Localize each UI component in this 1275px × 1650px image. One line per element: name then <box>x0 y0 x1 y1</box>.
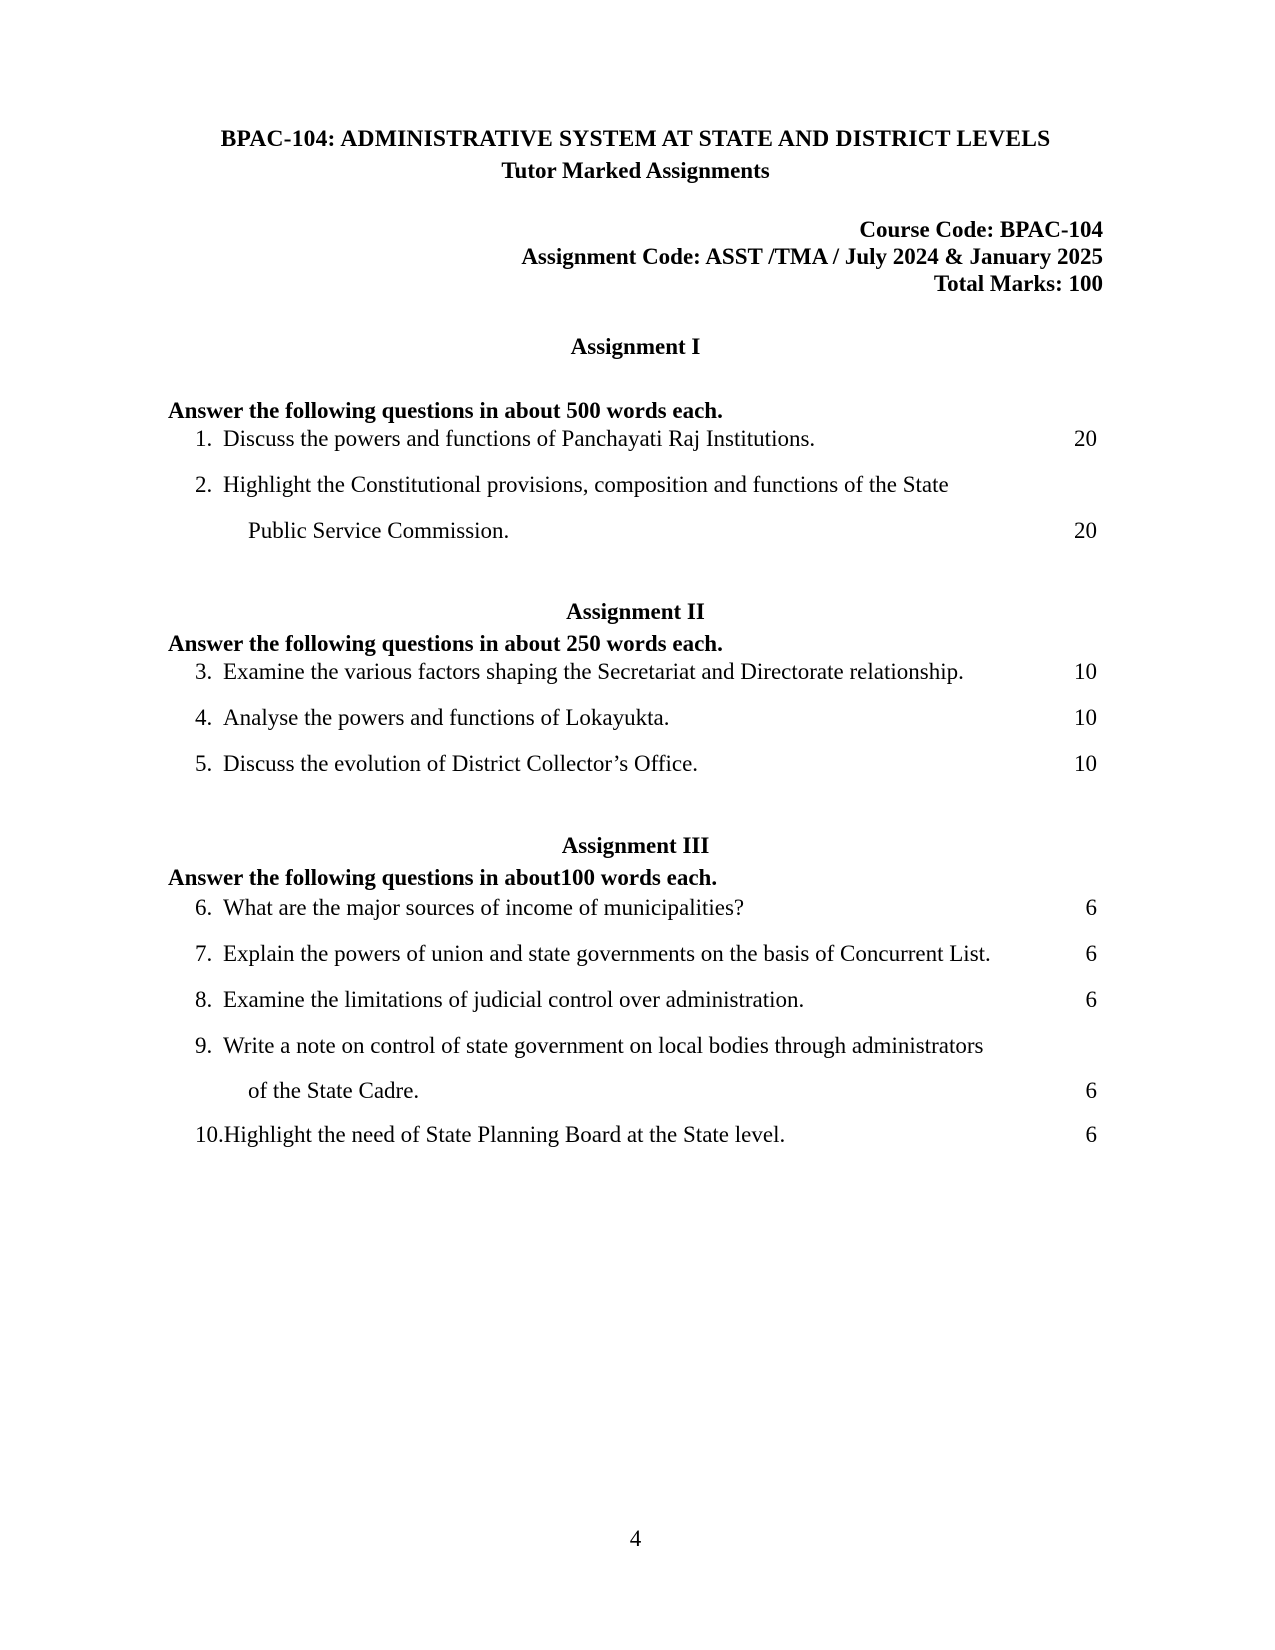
question-7-number: 7. <box>195 941 213 966</box>
question-5-number: 5. <box>195 751 213 776</box>
question-3 <box>168 658 1103 686</box>
question-9-marks: 6 <box>1085 1078 1097 1103</box>
question-9-text-line-1: Write a note on control of state government on local bodies through administrators <box>223 1033 984 1058</box>
question-6-number: 6. <box>195 895 213 920</box>
section-instruction-assignment-3: Answer the following questions in about100 words each. <box>168 865 718 890</box>
question-8-marks: 6 <box>1085 987 1097 1012</box>
question-5-marks: 10 <box>1074 751 1097 776</box>
section-instruction-assignment-2: Answer the following questions in about 250 words each. <box>168 631 723 656</box>
section-heading-assignment-1: Assignment I <box>570 334 701 359</box>
question-1-number: 1. <box>195 426 213 451</box>
question-3-marks: 10 <box>1074 659 1097 684</box>
question-7-marks: 6 <box>1085 941 1097 966</box>
question-2-continuation <box>168 517 1103 545</box>
question-3-text: Examine the various factors shaping the Secretariat and Directorate relationship. <box>223 659 964 684</box>
question-7-text: Explain the powers of union and state governments on the basis of Concurrent List. <box>223 941 991 966</box>
question-9-continuation <box>168 1077 1103 1105</box>
question-9-number: 9. <box>195 1033 213 1058</box>
assignment-code: Assignment Code: ASST /TMA / July 2024 & January 2025 <box>521 244 1103 269</box>
question-9-text-line-2: of the State Cadre. <box>248 1078 420 1103</box>
question-6-marks: 6 <box>1085 895 1097 920</box>
question-4-marks: 10 <box>1074 705 1097 730</box>
question-2-text-line-1: Highlight the Constitutional provisions, composition and functions of the State <box>223 472 949 497</box>
question-4 <box>168 704 1103 732</box>
question-5-text: Discuss the evolution of District Collector’s Office. <box>223 751 699 776</box>
course-title: BPAC-104: ADMINISTRATIVE SYSTEM AT STATE AND DISTRICT LEVELS <box>220 126 1051 152</box>
question-6-text: What are the major sources of income of municipalities? <box>223 895 745 920</box>
question-9 <box>168 1032 1103 1060</box>
question-8-number: 8. <box>195 987 213 1012</box>
question-10 <box>168 1121 1103 1149</box>
question-1 <box>168 425 1103 453</box>
question-4-number: 4. <box>195 705 213 730</box>
section-heading-assignment-3: Assignment III <box>561 833 710 858</box>
question-5 <box>168 750 1103 778</box>
question-6 <box>168 894 1103 922</box>
question-7 <box>168 940 1103 968</box>
question-8-text: Examine the limitations of judicial control over administration. <box>223 987 805 1012</box>
question-4-text: Analyse the powers and functions of Lokayukta. <box>223 705 670 730</box>
question-10-marks: 6 <box>1085 1122 1097 1147</box>
question-1-marks: 20 <box>1074 426 1097 451</box>
course-code: Course Code: BPAC-104 <box>859 217 1103 242</box>
question-1-text: Discuss the powers and functions of Panchayati Raj Institutions. <box>223 426 816 451</box>
question-2-marks: 20 <box>1074 518 1097 543</box>
document-subtitle: Tutor Marked Assignments <box>501 158 770 183</box>
question-10-number: 10. <box>195 1122 224 1147</box>
question-3-number: 3. <box>195 659 213 684</box>
question-8 <box>168 986 1103 1014</box>
page-number: 4 <box>629 1526 642 1551</box>
section-instruction-assignment-1: Answer the following questions in about 500 words each. <box>168 398 723 423</box>
question-2-number: 2. <box>195 472 213 497</box>
question-2-text-line-2: Public Service Commission. <box>248 518 510 543</box>
question-10-text: Highlight the need of State Planning Board at the State level. <box>223 1122 786 1147</box>
question-2 <box>168 471 1103 499</box>
section-heading-assignment-2: Assignment II <box>566 599 705 624</box>
total-marks: Total Marks: 100 <box>933 271 1103 296</box>
